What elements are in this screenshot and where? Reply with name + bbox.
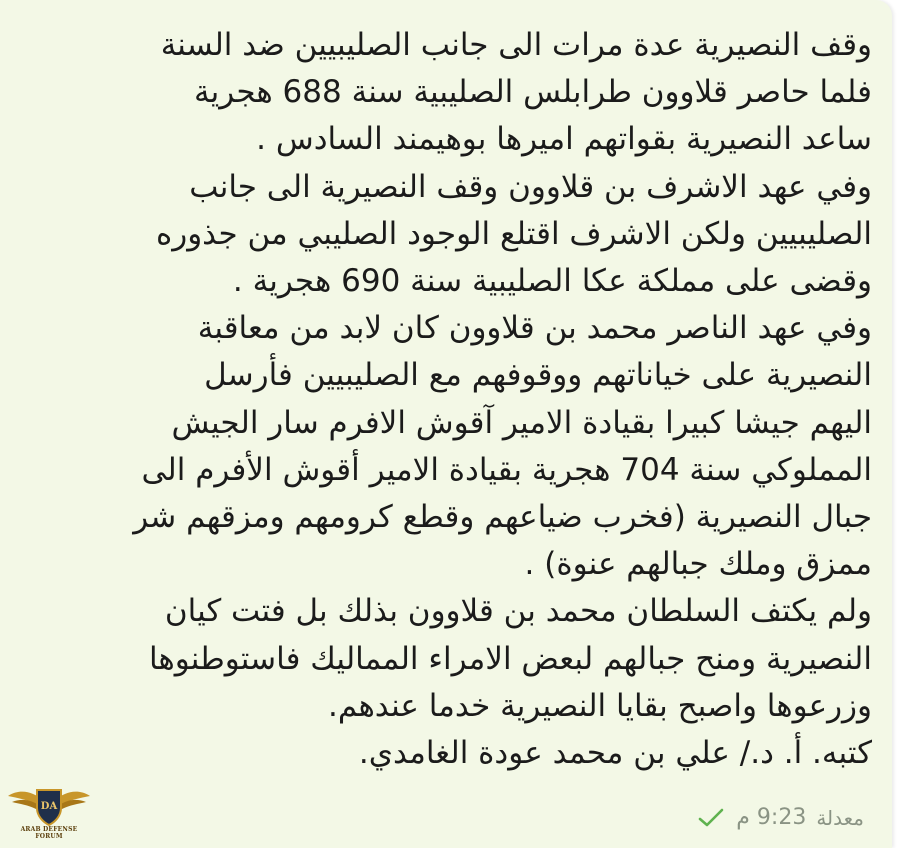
message-meta [696, 805, 864, 830]
message-line: الصليبيين ولكن الاشرف اقتلع الوجود الصليبي من جذوره [155, 215, 872, 252]
double-check-icon [696, 806, 726, 830]
message-line: وقف النصيرية عدة مرات الى جانب الصليبيين ضد السنة [160, 27, 872, 63]
message-line: فلما حاصر قلاوون طرابلس الصليبية سنة 688 هجرية [193, 74, 872, 111]
message-line: المملوكي سنة 704 هجرية بقيادة الامير أقوش الأفرم الى [141, 451, 872, 488]
message-line: وقضى على مملكة عكا الصليبية سنة 690 هجرية . [232, 263, 872, 300]
message-text [22, 22, 872, 777]
message-line: ساعد النصيرية بقواتهم اميرها بوهيمند السادس . [256, 121, 872, 158]
edited-label: معدلة [816, 805, 864, 830]
message-line: كتبه. أ. د./ علي بن محمد عودة الغامدي. [358, 735, 872, 772]
message-line: اليهم جيشا كبيرا بقيادة الامير آقوش الافرم سار الجيش [171, 404, 872, 441]
forum-logo [6, 782, 92, 842]
message-line: وزرعوها واصبح بقايا النصيرية خدما عندهم. [327, 687, 872, 724]
message-line: وفي عهد الاشرف بن قلاوون وقف النصيرية الى جانب [189, 168, 872, 205]
message-line: جبال النصيرية (فخرب ضياعهم وقطع كرومهم ومزقهم شر [133, 499, 872, 536]
message-line: النصيرية على خياناتهم ووقوفهم مع الصليبيين فأرسل [204, 357, 872, 394]
forum-caption: ARAB DEFENSE FORUM [20, 826, 78, 840]
message-line: وفي عهد الناصر محمد بن قلاوون كان لابد من معاقبة [197, 310, 872, 347]
message-line: ولم يكتف السلطان محمد بن قلاوون بذلك بل فتت كيان [164, 593, 872, 630]
eagle-shield-logo [6, 782, 92, 828]
message-time: 9:23 م [736, 805, 807, 830]
message-line: ممزق وملك جبالهم عنوة) . [524, 546, 872, 583]
svg-text:DA: DA [40, 801, 58, 812]
message-line: النصيرية ومنح جبالهم لبعض الامراء المماليك فاستوطنوها [148, 640, 872, 677]
